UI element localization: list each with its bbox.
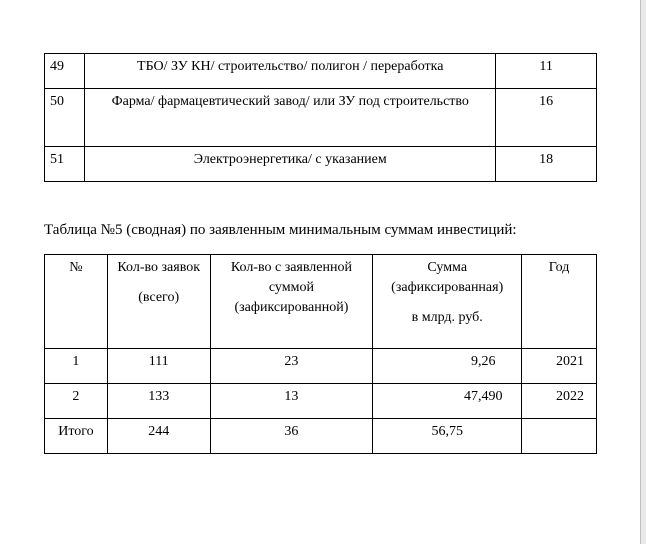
- header-request-count: [107, 255, 210, 349]
- category-count: 16: [496, 89, 597, 147]
- year-value: 2022: [522, 384, 597, 419]
- category-name: Электроэнергетика/ с указанием: [85, 147, 496, 182]
- category-name: ТБО/ ЗУ КН/ строительство/ полигон / переработка: [85, 54, 496, 89]
- category-name: Фарма/ фармацевтический завод/ или ЗУ под строительство: [85, 89, 496, 147]
- year-value: 2021: [522, 349, 597, 384]
- header-request-count-label: Кол-во заявок: [117, 260, 201, 275]
- table-header-row: [45, 255, 597, 349]
- page-shadow: [641, 0, 646, 544]
- table-row: [45, 384, 597, 419]
- category-count: 18: [496, 147, 597, 182]
- table-row: [45, 349, 597, 384]
- header-sum-label: Сумма (зафиксированная): [391, 260, 504, 295]
- table-total-row: [45, 419, 597, 454]
- header-request-count-total: (всего): [138, 290, 180, 305]
- table-row: [45, 89, 597, 147]
- table-caption: Таблица №5 (сводная) по заявленным минимальным суммам инвестиций:: [44, 222, 517, 238]
- sum-value: 47,490: [373, 384, 522, 419]
- request-count: 133: [107, 384, 210, 419]
- categories-table: [44, 53, 597, 182]
- header-sum: [373, 255, 522, 349]
- row-number: 1: [45, 349, 108, 384]
- investment-summary-table: [44, 254, 597, 454]
- request-count: 111: [107, 349, 210, 384]
- count-with-sum: 13: [210, 384, 373, 419]
- row-number: 50: [45, 89, 85, 147]
- header-count-with-sum: Кол-во с заявленной суммой (зафиксированной): [210, 255, 373, 349]
- row-number: 49: [45, 54, 85, 89]
- sum-value: 9,26: [373, 349, 522, 384]
- row-number: 51: [45, 147, 85, 182]
- request-count: 244: [107, 419, 210, 454]
- header-year: Год: [522, 255, 597, 349]
- header-number: №: [45, 255, 108, 349]
- total-label: Итого: [45, 419, 108, 454]
- category-count: 11: [496, 54, 597, 89]
- count-with-sum: 36: [210, 419, 373, 454]
- year-value: [522, 419, 597, 454]
- table-row: [45, 147, 597, 182]
- header-sum-unit: в млрд. руб.: [411, 310, 483, 325]
- table-row: [45, 54, 597, 89]
- sum-value: 56,75: [373, 419, 522, 454]
- count-with-sum: 23: [210, 349, 373, 384]
- row-number: 2: [45, 384, 108, 419]
